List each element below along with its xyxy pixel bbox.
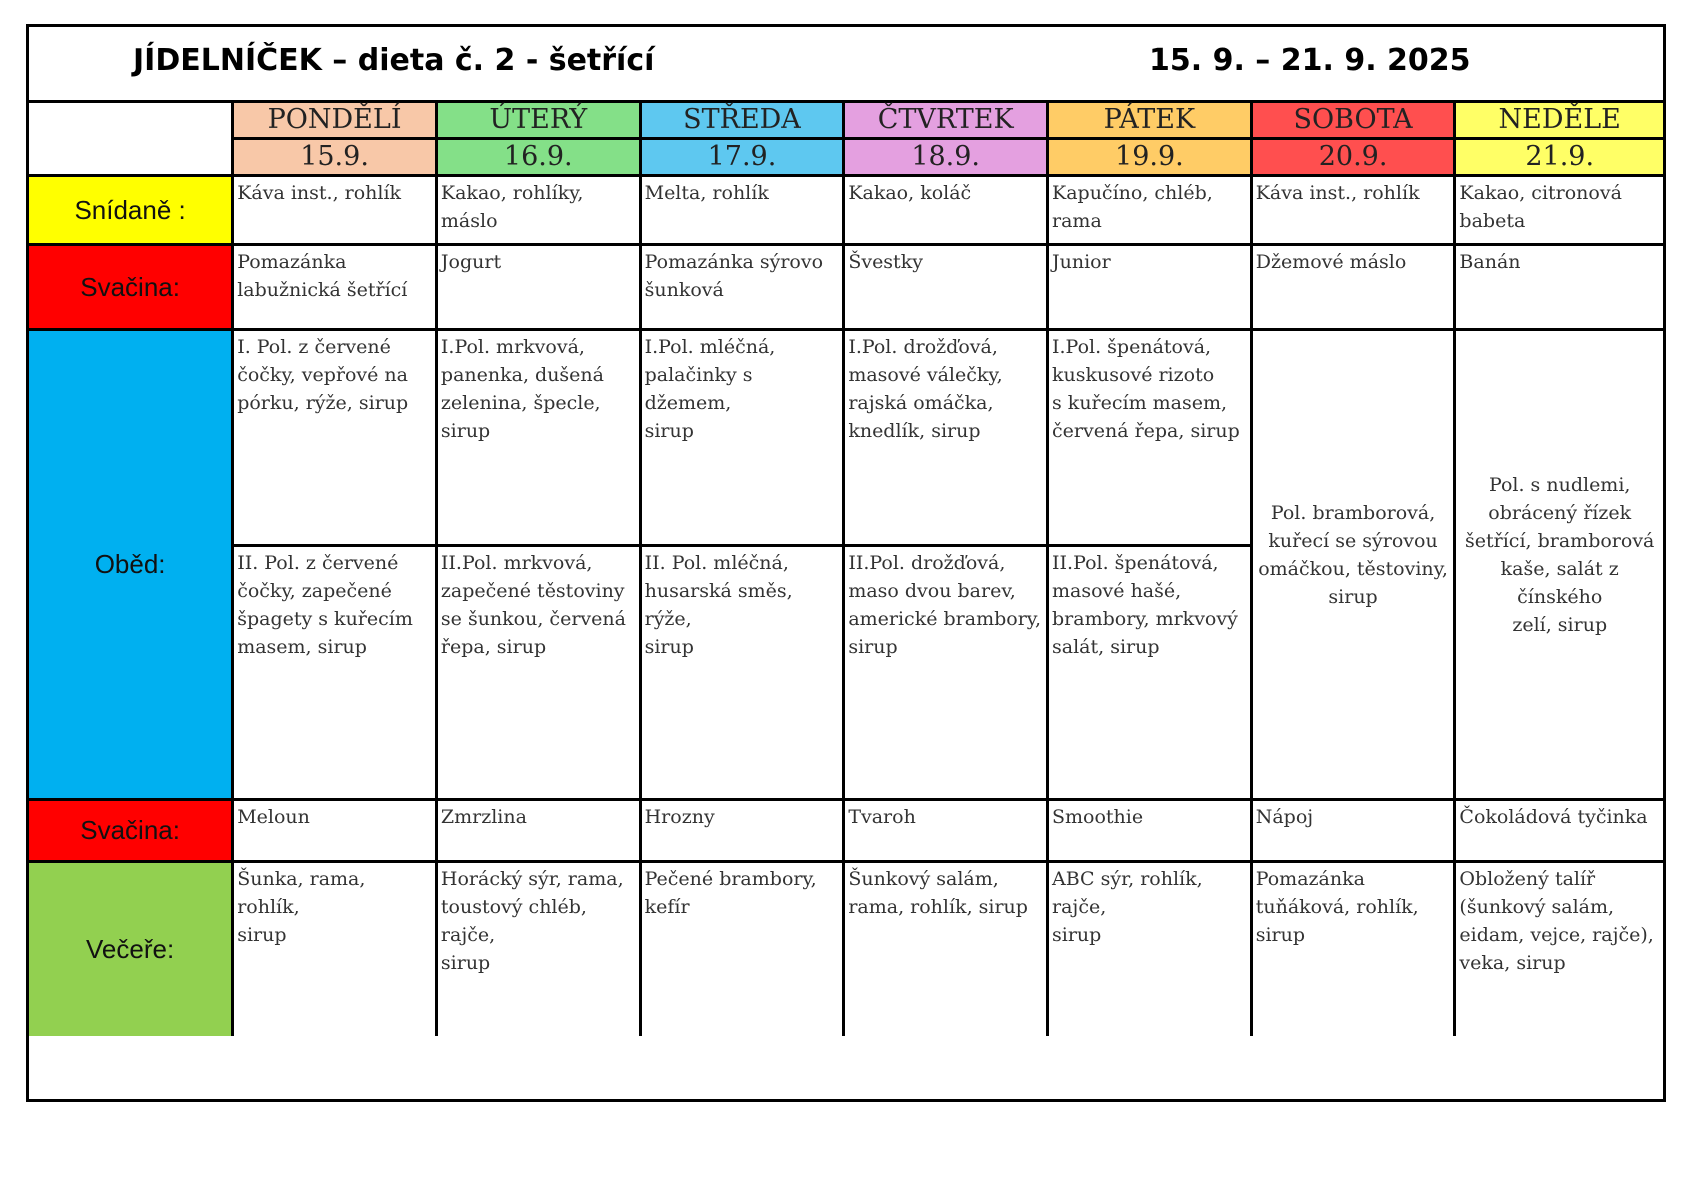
corner-cell xyxy=(29,103,233,176)
lunch-second-friday: II.Pol. špenátová, masové hašé, brambory, mrkvový salát, sirup xyxy=(1048,546,1252,800)
snack2-wednesday: Hrozny xyxy=(640,800,844,862)
day-header-wednesday: STŘEDA xyxy=(640,103,844,139)
snack1-wednesday: Pomazánka sýrovo šunková xyxy=(640,245,844,330)
dinner-thursday: Šunkový salám, rama, rohlík, sirup xyxy=(844,862,1048,1036)
breakfast-saturday: Káva inst., rohlík xyxy=(1251,176,1455,245)
breakfast-monday: Káva inst., rohlík xyxy=(233,176,437,245)
dinner-row xyxy=(29,862,1663,1036)
lunch-row-first xyxy=(29,330,1663,546)
day-date-saturday: 20.9. xyxy=(1251,139,1455,176)
snack2-tuesday: Zmrzlina xyxy=(436,800,640,862)
day-header-thursday: ČTVRTEK xyxy=(844,103,1048,139)
breakfast-row xyxy=(29,176,1663,245)
snack1-friday: Junior xyxy=(1048,245,1252,330)
day-date-friday: 19.9. xyxy=(1048,139,1252,176)
lunch-first-wednesday: I.Pol. mléčná, palačinky s džemem, sirup xyxy=(640,330,844,546)
snack1-thursday: Švestky xyxy=(844,245,1048,330)
lunch-second-monday: II. Pol. z červené čočky, zapečené špagety s kuřecím masem, sirup xyxy=(233,546,437,800)
snack2-sunday: Čokoládová tyčinka xyxy=(1455,800,1663,862)
day-date-monday: 15.9. xyxy=(233,139,437,176)
day-name-row xyxy=(29,103,1663,139)
lunch-saturday: Pol. bramborová, kuřecí se sýrovou omáčkou, těstoviny, sirup xyxy=(1251,330,1455,800)
snack1-row xyxy=(29,245,1663,330)
lunch-first-thursday: I.Pol. drožďová, masové válečky, rajská omáčka, knedlík, sirup xyxy=(844,330,1048,546)
day-header-monday: PONDĚLÍ xyxy=(233,103,437,139)
lunch-first-monday: I. Pol. z červené čočky, vepřové na pórku, rýže, sirup xyxy=(233,330,437,546)
breakfast-label: Snídaně : xyxy=(29,176,233,245)
dinner-wednesday: Pečené brambory, kefír xyxy=(640,862,844,1036)
menu-table xyxy=(29,103,1663,1036)
day-header-friday: PÁTEK xyxy=(1048,103,1252,139)
menu-sheet xyxy=(26,24,1666,1102)
day-date-sunday: 21.9. xyxy=(1455,139,1663,176)
lunch-second-tuesday: II.Pol. mrkvová, zapečené těstoviny se šunkou, červená řepa, sirup xyxy=(436,546,640,800)
snack1-label: Svačina: xyxy=(29,245,233,330)
dinner-friday: ABC sýr, rohlík, rajče, sirup xyxy=(1048,862,1252,1036)
day-date-row xyxy=(29,139,1663,176)
lunch-sunday: Pol. s nudlemi, obrácený řízek šetřící, bramborová kaše, salát z čínského zelí, sirup xyxy=(1455,330,1663,800)
day-date-thursday: 18.9. xyxy=(844,139,1048,176)
breakfast-friday: Kapučíno, chléb, rama xyxy=(1048,176,1252,245)
breakfast-thursday: Kakao, koláč xyxy=(844,176,1048,245)
dinner-label: Večeře: xyxy=(29,862,233,1036)
snack1-sunday: Banán xyxy=(1455,245,1663,330)
day-header-saturday: SOBOTA xyxy=(1251,103,1455,139)
day-header-tuesday: ÚTERÝ xyxy=(436,103,640,139)
dinner-saturday: Pomazánka tuňáková, rohlík, sirup xyxy=(1251,862,1455,1036)
snack2-thursday: Tvaroh xyxy=(844,800,1048,862)
snack2-saturday: Nápoj xyxy=(1251,800,1455,862)
day-header-sunday: NEDĚLE xyxy=(1455,103,1663,139)
day-date-wednesday: 17.9. xyxy=(640,139,844,176)
snack2-friday: Smoothie xyxy=(1048,800,1252,862)
lunch-first-tuesday: I.Pol. mrkvová, panenka, dušená zelenina, špecle, sirup xyxy=(436,330,640,546)
dinner-monday: Šunka, rama, rohlík, sirup xyxy=(233,862,437,1036)
title-bar xyxy=(29,27,1663,103)
lunch-second-thursday: II.Pol. drožďová, maso dvou barev, americké brambory, sirup xyxy=(844,546,1048,800)
breakfast-sunday: Kakao, citronová babeta xyxy=(1455,176,1663,245)
dinner-sunday: Obložený talíř (šunkový salám, eidam, vejce, rajče), veka, sirup xyxy=(1455,862,1663,1036)
snack1-monday: Pomazánka labužnická šetřící xyxy=(233,245,437,330)
date-range: 15. 9. – 21. 9. 2025 xyxy=(1149,43,1471,78)
lunch-first-friday: I.Pol. špenátová, kuskusové rizoto s kuřecím masem, červená řepa, sirup xyxy=(1048,330,1252,546)
day-date-tuesday: 16.9. xyxy=(436,139,640,176)
snack2-label: Svačina: xyxy=(29,800,233,862)
snack2-row xyxy=(29,800,1663,862)
dinner-tuesday: Horácký sýr, rama, toustový chléb, rajče, sirup xyxy=(436,862,640,1036)
lunch-second-wednesday: II. Pol. mléčná, husarská směs, rýže, sirup xyxy=(640,546,844,800)
snack1-tuesday: Jogurt xyxy=(436,245,640,330)
breakfast-wednesday: Melta, rohlík xyxy=(640,176,844,245)
snack2-monday: Meloun xyxy=(233,800,437,862)
page-title: JÍDELNÍČEK – dieta č. 2 - šetřící xyxy=(133,43,655,78)
snack1-saturday: Džemové máslo xyxy=(1251,245,1455,330)
lunch-label: Oběd: xyxy=(29,330,233,800)
breakfast-tuesday: Kakao, rohlíky, máslo xyxy=(436,176,640,245)
